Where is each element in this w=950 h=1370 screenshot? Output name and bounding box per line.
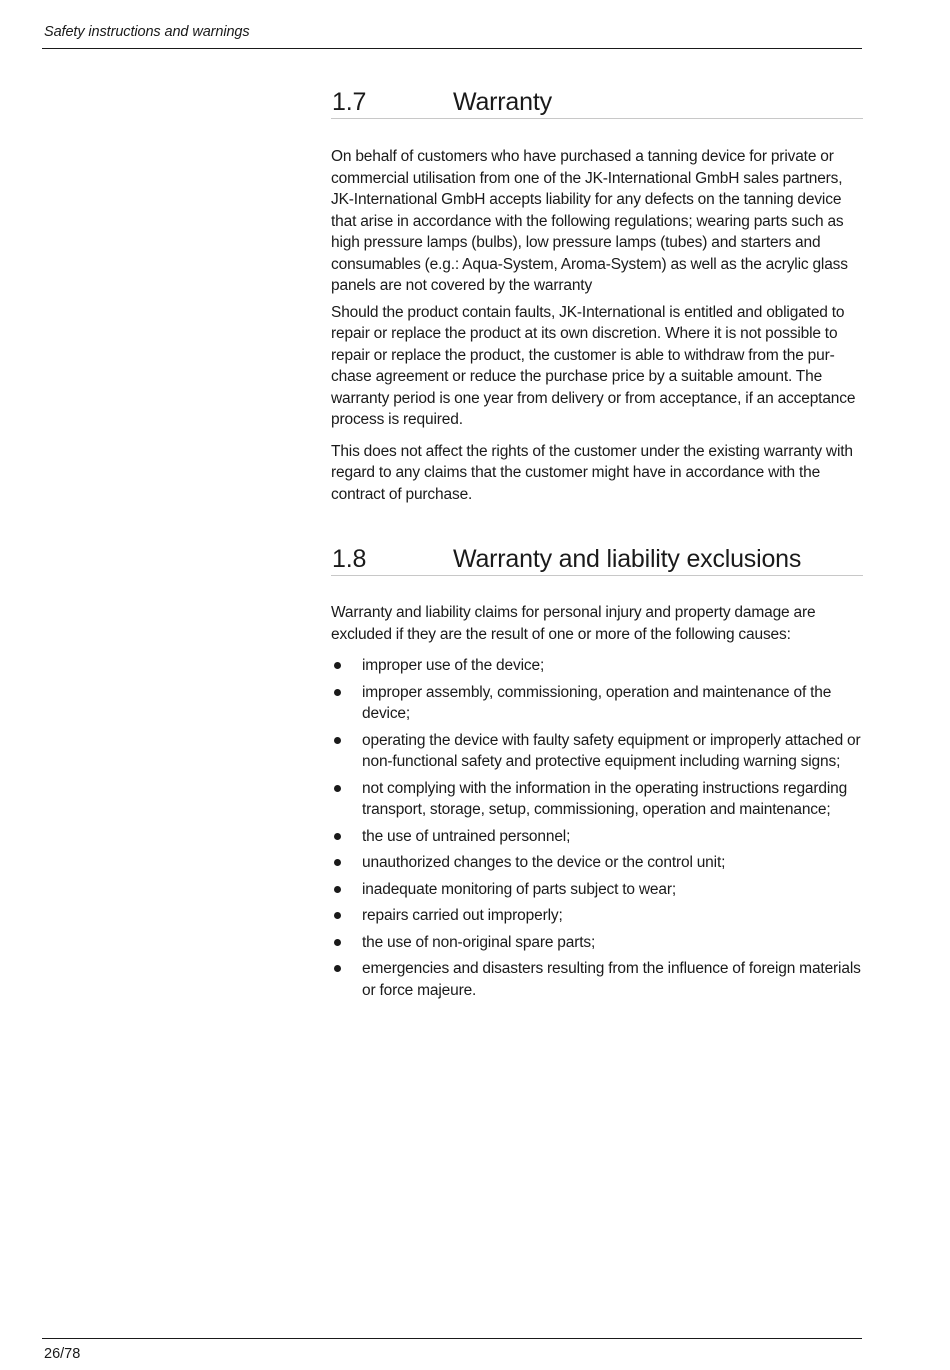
list-item-text: repairs carried out improperly; xyxy=(362,907,563,924)
list-item xyxy=(331,826,863,848)
bullet-icon xyxy=(334,662,341,669)
list-item xyxy=(331,655,863,677)
bullet-icon xyxy=(334,965,341,972)
list-item-text: operating the device with faulty safety equipment or improperly attached or non-functional safety and protective equipment including warning signs; xyxy=(362,731,861,770)
bullet-icon xyxy=(334,886,341,893)
list-item-text: inadequate monitoring of parts subject to wear; xyxy=(362,880,676,898)
list-item-text: improper assembly, commissioning, operation and maintenance of the device; xyxy=(362,683,832,722)
page-number: 26/78 xyxy=(44,1346,81,1362)
running-header: Safety instructions and warnings xyxy=(44,24,250,40)
main-content xyxy=(331,88,863,1006)
bullet-icon xyxy=(334,859,341,866)
section-number: 1.8 xyxy=(332,545,367,573)
bullet-icon xyxy=(334,689,341,696)
footer-rule xyxy=(42,1338,862,1339)
bullet-icon xyxy=(334,912,341,919)
warranty-paragraph: This does not affect the rights of the customer under the existing warranty with regard to any claims that the customer might have in accordance with the contract of purchase. xyxy=(331,442,853,503)
list-item xyxy=(331,730,863,773)
section-title: Warranty and liability exclusions xyxy=(453,545,802,573)
list-item xyxy=(331,682,863,725)
bullet-icon xyxy=(334,833,341,840)
list-item xyxy=(331,932,863,954)
section-heading-exclusions xyxy=(331,545,863,576)
bullet-icon xyxy=(334,939,341,946)
bullet-icon xyxy=(334,785,341,792)
warranty-paragraph: Should the product contain faults, JK-International is entitled and obligated to repair or replace the product at its own discretion. Where it is not possible to repair or replace the product, the customer is able to withdraw from the purchase agreement or reduce the purchase price by a suitable amount. The warranty period is one year from delivery or from acceptance, if an acceptance process is required. xyxy=(331,303,856,428)
bullet-icon xyxy=(334,737,341,744)
header-rule xyxy=(42,48,862,49)
section-heading-warranty xyxy=(331,88,863,119)
exclusions-intro: Warranty and liability claims for personal injury and property damage are excluded if they are the result of one or more of the following causes: xyxy=(331,604,816,643)
list-item-text: unauthorized changes to the device or the control unit; xyxy=(362,854,726,871)
list-item xyxy=(331,778,863,821)
list-item xyxy=(331,958,863,1001)
list-item xyxy=(331,879,863,901)
list-item xyxy=(331,852,863,874)
list-item-text: improper use of the device; xyxy=(362,657,545,674)
list-item-text: not complying with the information in the operating instructions regarding transport, storage, setup, commissioning, operation and maintenance; xyxy=(362,779,848,818)
list-item-text: the use of non-original spare parts; xyxy=(362,933,596,951)
warranty-paragraph: On behalf of customers who have purchased a tanning device for private or commercial utilisation from one of the JK-International GmbH sales partners, JK-International GmbH accepts liability for any defects on the tanning device that arise in accordance with the following regulations; wearing parts such as high pressure lamps (bulbs), low pressure lamps (tubes) and starters and consumables (e.g.: Aqua-System, Aroma-System) as well as the acrylic glass panels are not covered by the warranty xyxy=(331,148,848,294)
list-item xyxy=(331,905,863,927)
list-item-text: the use of untrained personnel; xyxy=(362,827,571,845)
exclusions-list xyxy=(331,655,863,1001)
list-item-text: emergencies and disasters resulting from the influence of foreign materials or force majeure. xyxy=(362,960,861,999)
section-number: 1.7 xyxy=(332,88,367,116)
section-title: Warranty xyxy=(453,88,552,116)
